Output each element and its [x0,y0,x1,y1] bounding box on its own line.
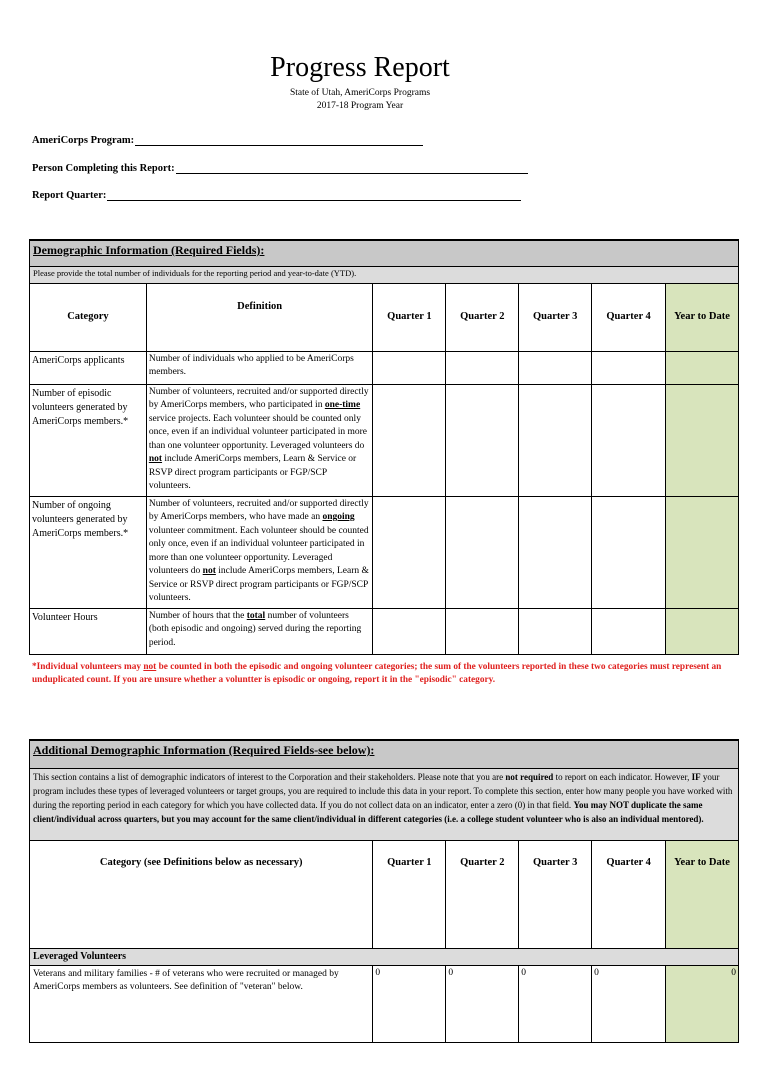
q3-cell[interactable] [519,384,592,496]
person-label: Person Completing this Report: [32,163,175,174]
table-row [30,384,739,496]
row-category: AmeriCorps applicants [30,351,147,384]
demographic-note: Please provide the total number of individuals for the reporting period and year-to-date (YTD). [30,266,739,283]
person-input[interactable] [176,162,528,174]
additional-heading: Additional Demographic Information (Required Fields-see below): [30,740,739,768]
q3-header: Quarter 3 [519,840,592,948]
row-definition: Number of volunteers, recruited and/or supported directly by AmeriCorps members, who have made an ongoing volunteer commitment. Each volunteer should be counted only once, even if an individual volunteer participated in more than one volunteer opportunity. Leveraged volunteers do not include AmeriCorps members, Learn & Service or RSVP direct program participants or FGP/SCP volunteers. [146,496,373,608]
page-title: Progress Report [270,52,450,83]
row-category: Volunteer Hours [30,608,147,654]
ytd-header: Year to Date [666,283,739,351]
ytd-cell[interactable] [666,608,739,654]
quarter-label: Report Quarter: [32,190,107,201]
q3-cell[interactable] [519,496,592,608]
q4-cell[interactable] [592,496,666,608]
demographic-heading: Demographic Information (Required Fields): [30,240,739,266]
q4-header: Quarter 4 [592,283,666,351]
row-definition: Number of individuals who applied to be AmeriCorps members. [146,351,373,384]
program-input[interactable] [135,134,423,146]
q1-cell[interactable] [373,496,446,608]
row-category: Veterans and military families - # of veterans who were recruited or managed by AmeriCorps members as volunteers. See definition of "veteran" below. [30,965,373,1042]
person-field [32,162,528,174]
q3-cell[interactable] [519,351,592,384]
q4-cell[interactable] [592,608,666,654]
q4-cell[interactable]: 0 [592,965,666,1042]
q1-cell[interactable] [373,351,446,384]
table-row [30,351,739,384]
program-field [32,134,423,146]
row-definition: Number of volunteers, recruited and/or supported directly by AmeriCorps members, who participated in one-time service projects. Each volunteer should be counted only once, even if an individual volunteer participated in more than one volunteer opportunity. Leveraged volunteers do not include AmeriCorps members, Learn & Service or RSVP direct program participants or FGP/SCP volunteers. [146,384,373,496]
q1-cell[interactable]: 0 [373,965,446,1042]
ytd-header: Year to Date [666,840,739,948]
table-row [30,496,739,608]
program-label: AmeriCorps Program: [32,135,135,146]
ytd-cell[interactable]: 0 [666,965,739,1042]
additional-category-header: Category (see Definitions below as necessary) [30,840,373,948]
table-row [30,608,739,654]
q1-header: Quarter 1 [373,840,446,948]
q1-cell[interactable] [373,384,446,496]
q4-cell[interactable] [592,351,666,384]
additional-note: This section contains a list of demographic indicators of interest to the Corporation and their stakeholders. Please note that you are not required to report on each indicator. However, IF your program includes these types of leveraged volunteers or target groups, you are required to include this data in your report. To complete this section, enter how many people you have worked with during the reporting period in each category for which you have collected data. If you do not collect data on an indicator, enter a zero (0) in that field. You may NOT duplicate the same client/individual across quarters, but you may account for the same client/individual in different categories (i.e. a college student volunteer who is also an individual mentored). [30,768,739,840]
q2-cell[interactable]: 0 [446,965,519,1042]
ytd-cell[interactable] [666,496,739,608]
row-category: Number of episodic volunteers generated by AmeriCorps members.* [30,384,147,496]
ytd-cell[interactable] [666,384,739,496]
row-definition: Number of hours that the total number of volunteers (both episodic and ongoing) served during the reporting period. [146,608,373,654]
q4-cell[interactable] [592,384,666,496]
volunteer-warning: *Individual volunteers may not be counted in both the episodic and ongoing volunteer categories; the sum of the volunteers reported in these two categories must represent an unduplicated count. If you are unsure whether a voluntter is episodic or ongoing, report it in the "episodic" category. [32,662,722,685]
q4-header: Quarter 4 [592,840,666,948]
demographic-table [29,239,739,655]
q3-cell[interactable] [519,608,592,654]
q1-header: Quarter 1 [373,283,446,351]
leveraged-volunteers-heading: Leveraged Volunteers [30,948,739,965]
report-subtitle-year: 2017-18 Program Year [316,101,404,111]
q2-header: Quarter 2 [446,283,519,351]
table-row [30,965,739,1042]
q3-cell[interactable]: 0 [519,965,592,1042]
q2-cell[interactable] [446,608,519,654]
additional-demographic-table [29,739,739,1043]
q3-header: Quarter 3 [519,283,592,351]
report-subtitle-state: State of Utah, AmeriCorps Programs [289,88,431,98]
quarter-field [32,189,521,201]
q2-cell[interactable] [446,496,519,608]
q1-cell[interactable] [373,608,446,654]
quarter-input[interactable] [107,189,521,201]
q2-header: Quarter 2 [446,840,519,948]
row-category: Number of ongoing volunteers generated by AmeriCorps members.* [30,496,147,608]
ytd-cell[interactable] [666,351,739,384]
definition-header: Definition [146,283,373,351]
q2-cell[interactable] [446,351,519,384]
category-header: Category [30,283,147,351]
q2-cell[interactable] [446,384,519,496]
